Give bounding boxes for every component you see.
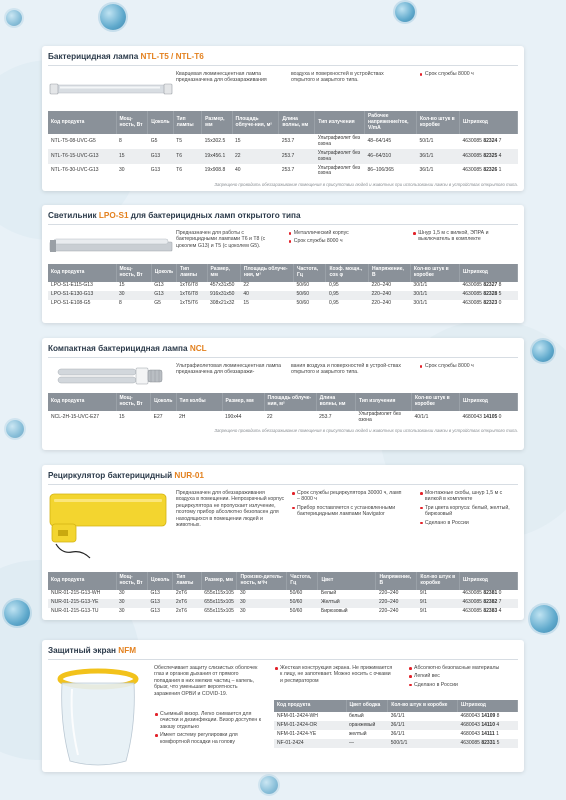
table-row: NUR-01-215-G13-WH 30 G13 2xT6 655x115x105 30 50/60 Белый 220–240 9/1 4630085 82381 0 — [48, 590, 518, 599]
lifetime-bullet: Срок службы 8000 ч — [419, 71, 518, 109]
specs-table — [48, 111, 518, 179]
barcode: 4630085 82382 7 — [460, 599, 518, 608]
barcode: 4630085 82323 0 — [462, 300, 502, 307]
table-row: LPO-S1-E108-G5 8 G5 1xT5/T6 308x21x32 15 50/60 0,95 220–240 30/1/1 4630085 82323 0 — [48, 300, 518, 309]
features-col-a: Металлический корпус Срок службы 8000 ч — [288, 230, 399, 264]
lifetime-bullet: Срок службы 8000 ч — [419, 363, 518, 391]
barcode: 4630085 82325 4 — [460, 149, 518, 164]
barcode: 4630085 82326 1 — [462, 167, 502, 174]
face-shield-image — [48, 665, 148, 769]
virus-decoration-icon — [260, 776, 278, 794]
virus-decoration-icon — [6, 420, 24, 438]
compact-lamp-image — [48, 363, 176, 393]
table-header: Штрихкод — [460, 111, 518, 134]
table-header: Код продукта — [48, 111, 116, 134]
table-row: LPO-S1-E130-G13 30 G13 1xT6/T8 916x31x50 40 50/60 0,95 220–240 30/1/1 4630085 82328 5 — [48, 291, 518, 300]
barcode: 4680043 14111 1 — [460, 730, 499, 737]
table-header: Длина волны, нм — [279, 111, 315, 134]
table-row: NTL-T5-08-UVC-G5 8 G5 T5 15x302.5 15 253.7 Ультрафиолет без озона 48–64/145 50/1/1 4630085 82324 7 — [48, 134, 518, 149]
barcode: 4680043 14109 8 — [460, 712, 500, 719]
fixture-image — [48, 230, 176, 264]
table-row: NCL-2H-15-UVC-E27 15 E27 2H 190x44 22 253.7 Ультрафиолет без озона 40/1/1 4680043 14105 0 — [48, 411, 518, 426]
table-header: Тип лампы — [173, 111, 202, 134]
product-description: Кварцевая люминесцентная лампа предназначена для обеззараживания — [176, 71, 267, 84]
table-row: NTL-T6-30-UVC-G13 30 G13 T6 19x908.8 40 253.7 Ультрафиолет без озона 86–106/365 36/1/1 4630085 82326 1 — [48, 164, 518, 179]
table-row: NTL-T6-15-UVC-G13 15 G13 T6 19x456.1 22 253.7 Ультрафиолет без озона 46–64/310 36/1/1 4630085 82325 4 — [48, 149, 518, 164]
features-col-b: Шнур 1,5 м с вилкой, ЭПРА и выключатель в комплекте — [412, 230, 518, 264]
section-title: Рециркулятор бактерицидный NUR-01 — [48, 471, 518, 485]
warning-note: Запрещено проводить обеззараживание помещения в присутствии людей и животных при использовании лампы в устройствах открытого типа. — [214, 181, 518, 187]
shield-right-col: Жесткая конструкция экрана. Не прижимается к лицу, не запотевает. Можно носить с очками и респиратором Абсолютно безопасные материалы Легкий вес Сделано в России Код продукта Цвет ободка Кол-во штук в коробке Штрихкод NFM-01-2424-WH белый 36/1/1 4680043 14109 8 NFM-01-2424-OR оранжевый 36/1/1 4680043 14110 4 NFM-01-2424-YE желтый 36/1/1 4680043 14111 1 NF-01-2424 — 500/1/1 4630085 82331 5 — [274, 665, 518, 769]
table-header: Площадь облуче-ния, м² — [232, 111, 279, 134]
section-lpo-fixture — [42, 205, 524, 323]
specs-table: Код продукта Цвет ободка Кол-во штук в коробке Штрихкод NFM-01-2424-WH белый 36/1/1 4680043 14109 8 NFM-01-2424-OR оранжевый 36/1/1 4680043 14110 4 NFM-01-2424-YE желтый 36/1/1 4680043 14111 1 NF-01-2424 — 500/1/1 4630085 82331 5 — [274, 700, 518, 748]
section-nfm-face-shield — [42, 640, 524, 772]
barcode: 4630085 82327 8 — [462, 282, 502, 289]
table-row: NFM-01-2424-OR оранжевый 36/1/1 4680043 14110 4 — [274, 721, 518, 730]
table-row: NFM-01-2424-WH белый 36/1/1 4680043 14109 8 — [274, 712, 518, 721]
table-header: Кол-во штук в коробке — [416, 111, 459, 134]
section-ntl-lamp — [42, 46, 524, 191]
features-col-a: Срок службы рециркулятора 30000 ч, ламп – 8000 ч Прибор поставляется с установленными бактерицидными лампами Navigator — [291, 490, 405, 572]
section-title: Светильник LPO-S1 для бактерицидных ламп открытого типа — [48, 211, 518, 225]
barcode: 4680043 14110 4 — [458, 721, 518, 730]
virus-decoration-icon — [395, 2, 415, 22]
section-title: Бактерицидная лампа NTL-T5 / NTL-T6 — [48, 52, 518, 66]
table-header: Рабочее напряжение/ток, V/mA — [364, 111, 416, 134]
features-col: Абсолютно безопасные материалы Легкий вес Сделано в России — [408, 665, 518, 690]
virus-decoration-icon — [530, 605, 558, 633]
table-row: NFM-01-2424-YE желтый 36/1/1 4680043 14111 1 — [274, 730, 518, 739]
product-description: Предназначен для обеззараживания воздуха в помещении. Непрозрачный корпус рециркулятора не пропускает излучение, поэтому прибор абсолютно безопасен для находящихся в помещении людей и животных. — [176, 490, 285, 529]
barcode: 4630085 82383 4 — [462, 608, 502, 615]
product-description-continued: вания воздуха и поверхностей в устрой-ствах открытого и закрытого типа. — [290, 363, 401, 376]
specs-table: Код продукта Мощ-ность, Вт Цоколь Тип лампы Размер, мм Произво-дитель-ность, м³/ч Частота, Гц Цвет Напряжение, В Кол-во штук в коробке Штрихкод NUR-01-215-G13-WH 30 G13 2xT6 655x115x105 30 50/60 Белый 220–240 9/1 4630085 82381 0 NUR-01-215-G13-YE 30 G13 2xT6 655x115x105 30 50/60 Желтый 220–240 9/1 4630085 82382 7 NUR-01-215-G13-TU 30 G13 2xT6 655x115x105 30 50/60 Бирюзовый 220–240 9/1 4630085 82383 4 — [48, 572, 518, 617]
virus-decoration-icon — [532, 340, 554, 362]
section-title: Защитный экран NFM — [48, 646, 518, 660]
section-nur-recirculator — [42, 465, 524, 620]
barcode: 4630085 82324 7 — [462, 137, 502, 144]
section-ncl-lamp — [42, 338, 524, 450]
virus-decoration-icon — [4, 600, 30, 626]
virus-decoration-icon — [100, 4, 126, 30]
table-header: Мощ-ность, Вт — [116, 111, 148, 134]
product-description: Ультрафиолетовая люминесцентная лампа предназначена для обеззаражи- — [176, 363, 282, 376]
recirculator-image — [48, 490, 176, 572]
table-row: NUR-01-215-G13-TU 30 G13 2xT6 655x115x105 30 50/60 Бирюзовый 220–240 9/1 4630085 82383 4 — [48, 608, 518, 617]
barcode: 4680043 14105 0 — [462, 414, 502, 421]
warning-note: Запрещено проводить обеззараживание помещения в присутствии людей и животных при использовании лампы в устройствах открытого типа. — [214, 428, 518, 434]
product-description-continued: воздуха и поверхностей в устройствах открытого и закрытого типа. — [290, 71, 384, 84]
table-row: LPO-S1-E115-G13 15 G13 1xT6/T8 457x31x50 22 50/60 0,95 220–240 30/1/1 4630085 82327 8 — [48, 282, 518, 291]
barcode: 4630085 82328 5 — [460, 291, 518, 300]
product-description: Обеспечивает защиту слизистых оболочек глаз и органов дыхания от прямого попадания в них мелких частиц – капель, брызг, что уменьшает вероятность заражения ОРВИ и COVID-19. — [154, 665, 258, 697]
table-header: Размер, мм — [202, 111, 232, 134]
barcode: 4630085 82381 0 — [462, 590, 502, 597]
table-header: Тип излучения — [315, 111, 365, 134]
shield-description-col: Обеспечивает защиту слизистых оболочек глаз и органов дыхания от прямого попадания в них мелких частиц – капель, брызг, что уменьшает вероятность заражения ОРВИ и COVID-19. Съемный визор. Легко снимается для очистки и дезинфекции. Визор доступен к заказу отдельно Имеет систему регулировки для комфортной посадки на голову — [154, 665, 264, 769]
specs-table: Код продукта Мощ-ность, Вт Цоколь Тип колбы Размер, мм Площадь облуче-ния, м² Длина волны, нм Тип излучения Кол-во штук в коробке Штрихкод NCL-2H-15-UVC-E27 15 E27 2H 190x44 22 253.7 Ультрафиолет без озона 40/1/1 4680043 14105 0 — [48, 393, 518, 425]
uv-tube-lamp-image — [48, 71, 176, 111]
virus-decoration-icon — [6, 10, 22, 26]
table-row: NUR-01-215-G13-YE 30 G13 2xT6 655x115x105 30 50/60 Желтый 220–240 9/1 4630085 82382 7 — [48, 599, 518, 608]
table-row: NF-01-2424 — 500/1/1 4630085 82331 5 — [274, 739, 518, 748]
features-col-b: Монтажные скобы, шнур 1,5 м с вилкой в комплекте Три цвета корпуса: белый, желтый, бирюзовый Сделано в России — [419, 490, 518, 572]
specs-table: Код продукта Мощ-ность, Вт Цоколь Тип лампы Размер, мм Площадь облуче-ния, м² Частота, Гц Коэф. мощн., cos φ Напряжение, В Кол-во штук в коробке Штрихкод LPO-S1-E115-G13 15 G13 1xT6/T8 457x31x50 22 50/60 0,95 220–240 30/1/1 4630085 82327 8 LPO-S1-E130-G13 30 G13 1xT6/T8 916x31x50 40 50/60 0,95 220–240 30/1/1 4630085 82328 5 LPO-S1-E108-G5 8 G5 1xT5/T6 308x21x32 15 50/60 0,95 220–240 30/1/1 4630085 82323 0 — [48, 264, 518, 309]
barcode: 4630085 82331 5 — [458, 739, 518, 748]
product-description: Предназначен для работы с бактерицидными лампами T6 и T8 (с цоколем G13) и T5 (с цоколем G5). — [176, 230, 266, 249]
table-header: Цоколь — [148, 111, 173, 134]
section-title: Компактная бактерицидная лампа NCL — [48, 344, 518, 358]
